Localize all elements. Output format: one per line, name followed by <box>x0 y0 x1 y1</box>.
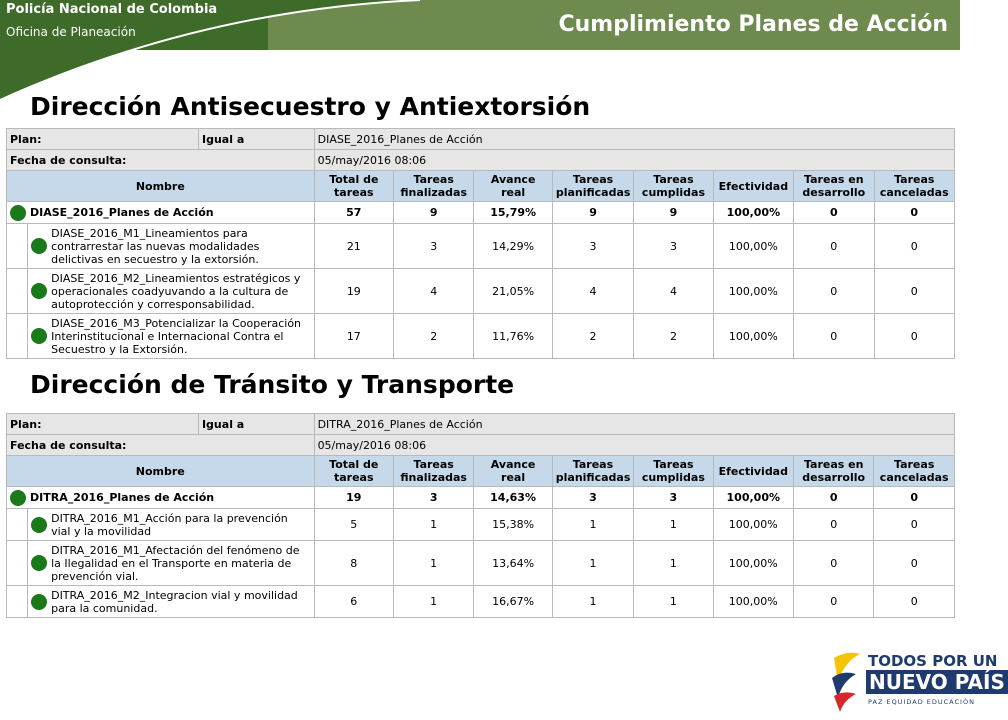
status-dot-icon <box>31 594 47 610</box>
cell-canceladas: 0 <box>874 224 954 269</box>
cell-total: 5 <box>314 509 393 541</box>
cell-finalizadas: 3 <box>393 487 473 509</box>
cell-total: 19 <box>314 487 393 509</box>
cell-avance: 21,05% <box>474 269 552 314</box>
cell-desarrollo: 0 <box>793 586 873 618</box>
cell-planificadas: 1 <box>552 541 633 586</box>
cell-total: 17 <box>314 314 393 359</box>
cell-avance: 15,79% <box>474 202 552 224</box>
cell-cumplidas: 3 <box>634 224 713 269</box>
status-dot-icon <box>10 490 26 506</box>
cell-desarrollo: 0 <box>794 224 874 269</box>
cell-cumplidas: 1 <box>634 541 713 586</box>
col-header-nombre[interactable]: Nombre <box>7 456 315 487</box>
date-value: 05/may/2016 08:06 <box>314 150 954 171</box>
col-header-cumplidas[interactable]: Tareas cumplidas <box>634 456 713 487</box>
cell-efectividad: 100,00% <box>713 314 793 359</box>
cell-finalizadas: 2 <box>394 314 474 359</box>
plan-row[interactable] <box>7 202 955 224</box>
cell-canceladas: 0 <box>874 269 954 314</box>
org-name: Policía Nacional de Colombia <box>6 2 218 17</box>
column-header-row <box>7 171 955 202</box>
indent-cell <box>7 269 28 314</box>
report-table <box>6 413 955 618</box>
status-dot-icon <box>10 205 26 221</box>
cell-finalizadas: 1 <box>393 541 473 586</box>
indent-cell <box>7 541 28 586</box>
cell-cumplidas: 2 <box>634 314 713 359</box>
row-name[interactable]: DITRA_2016_M2_Integracion vial y movilidad para la comunidad. <box>51 588 298 615</box>
row-name[interactable]: DIASE_2016_M1_Lineamientos para contrarrestar las nuevas modalidades delictivas en secuestro y la extorsión. <box>51 226 260 266</box>
logo-line1: TODOS POR UN <box>868 652 998 670</box>
row-name[interactable]: DITRA_2016_M1_Acción para la prevención vial y la movilidad <box>51 511 288 538</box>
cell-desarrollo: 0 <box>793 541 873 586</box>
cell-canceladas: 0 <box>874 586 955 618</box>
cell-finalizadas: 1 <box>393 509 473 541</box>
col-header-canceladas[interactable]: Tareas canceladas <box>874 456 955 487</box>
table-row[interactable] <box>7 224 955 269</box>
cell-total: 57 <box>314 202 393 224</box>
col-header-avance[interactable]: Avance real <box>474 171 552 202</box>
cell-avance: 15,38% <box>474 509 552 541</box>
cell-total: 8 <box>314 541 393 586</box>
cell-cumplidas: 1 <box>634 586 713 618</box>
cell-canceladas: 0 <box>874 541 955 586</box>
cell-planificadas: 3 <box>552 224 633 269</box>
cell-cumplidas: 1 <box>634 509 713 541</box>
cell-planificadas: 3 <box>552 487 633 509</box>
row-name[interactable]: DIASE_2016_M2_Lineamientos estratégicos y operacionales coadyuvando a la cultura de autoprotección y corresponsabilidad. <box>51 271 301 311</box>
row-name[interactable]: DITRA_2016_M1_Afectación del fenómeno de la Ilegalidad en el Transporte en materia de prevención vial. <box>51 543 300 583</box>
table-row[interactable] <box>7 269 955 314</box>
table-row[interactable] <box>7 314 955 359</box>
cell-planificadas: 9 <box>552 202 633 224</box>
cell-avance: 11,76% <box>474 314 552 359</box>
cell-finalizadas: 4 <box>394 269 474 314</box>
col-header-canceladas[interactable]: Tareas canceladas <box>874 171 954 202</box>
cell-efectividad: 100,00% <box>713 586 793 618</box>
col-header-planificadas[interactable]: Tareas planificadas <box>552 171 633 202</box>
cell-desarrollo: 0 <box>794 202 874 224</box>
section-title: Dirección Antisecuestro y Antiextorsión <box>30 92 591 121</box>
cell-efectividad: 100,00% <box>713 487 793 509</box>
date-value: 05/may/2016 08:06 <box>314 435 954 456</box>
plan-label: Plan: <box>7 129 199 150</box>
indent-cell <box>7 224 28 269</box>
org-unit: Oficina de Planeación <box>6 25 136 39</box>
date-label: Fecha de consulta: <box>7 150 315 171</box>
logo-line3: PAZ EQUIDAD EDUCACIÓN <box>868 698 975 706</box>
status-dot-icon <box>31 328 47 344</box>
flag-swoosh-icon <box>826 648 866 714</box>
report-table <box>6 128 955 359</box>
indent-cell <box>7 314 28 359</box>
plan-value: DITRA_2016_Planes de Acción <box>314 414 954 435</box>
cell-desarrollo: 0 <box>794 269 874 314</box>
col-header-total[interactable]: Total de tareas <box>314 456 393 487</box>
status-dot-icon <box>31 283 47 299</box>
col-header-efectividad[interactable]: Efectividad <box>713 456 793 487</box>
indent-cell <box>7 586 28 618</box>
status-dot-icon <box>31 555 47 571</box>
col-header-total[interactable]: Total de tareas <box>314 171 393 202</box>
slide-title: Cumplimiento Planes de Acción <box>558 12 948 37</box>
cell-finalizadas: 3 <box>394 224 474 269</box>
cell-avance: 16,67% <box>474 586 552 618</box>
plan-row[interactable] <box>7 487 955 509</box>
cell-finalizadas: 9 <box>394 202 474 224</box>
cell-cumplidas: 3 <box>634 487 713 509</box>
table-row[interactable] <box>7 586 955 618</box>
cell-efectividad: 100,00% <box>713 541 793 586</box>
col-header-desarrollo[interactable]: Tareas en desarrollo <box>793 456 873 487</box>
cell-desarrollo: 0 <box>793 487 873 509</box>
cell-efectividad: 100,00% <box>713 224 793 269</box>
cell-finalizadas: 1 <box>393 586 473 618</box>
cell-desarrollo: 0 <box>794 314 874 359</box>
plan-label: Plan: <box>7 414 199 435</box>
date-label: Fecha de consulta: <box>7 435 315 456</box>
section-title: Dirección de Tránsito y Transporte <box>30 370 515 399</box>
cell-canceladas: 0 <box>874 314 954 359</box>
column-header-row <box>7 456 955 487</box>
col-header-finalizadas[interactable]: Tareas finalizadas <box>394 171 474 202</box>
indent-cell <box>7 509 28 541</box>
cell-total: 19 <box>314 269 393 314</box>
col-header-efectividad[interactable]: Efectividad <box>713 171 793 202</box>
plan-value: DIASE_2016_Planes de Acción <box>314 129 954 150</box>
col-header-nombre[interactable]: Nombre <box>7 171 315 202</box>
cell-total: 21 <box>314 224 393 269</box>
cell-canceladas: 0 <box>874 202 954 224</box>
row-name[interactable]: DIASE_2016_M3_Potencializar la Cooperación Interinstitucional e Internacional Contra el Secuestro y la Extorsión. <box>51 316 302 356</box>
cell-avance: 14,29% <box>474 224 552 269</box>
col-header-avance[interactable]: Avance real <box>474 456 552 487</box>
cell-desarrollo: 0 <box>793 509 873 541</box>
operator-label: Igual a <box>198 414 314 435</box>
cell-efectividad: 100,00% <box>713 202 793 224</box>
cell-avance: 14,63% <box>474 487 552 509</box>
col-header-desarrollo[interactable]: Tareas en desarrollo <box>794 171 874 202</box>
cell-efectividad: 100,00% <box>713 269 793 314</box>
cell-planificadas: 4 <box>552 269 633 314</box>
government-logo <box>826 648 1005 714</box>
cell-planificadas: 1 <box>552 509 633 541</box>
plan-name[interactable]: DITRA_2016_Planes de Acción <box>30 491 215 504</box>
cell-canceladas: 0 <box>874 509 955 541</box>
cell-cumplidas: 9 <box>634 202 713 224</box>
table-row[interactable] <box>7 509 955 541</box>
cell-total: 6 <box>314 586 393 618</box>
cell-planificadas: 1 <box>552 586 633 618</box>
cell-planificadas: 2 <box>552 314 633 359</box>
col-header-cumplidas[interactable]: Tareas cumplidas <box>634 171 713 202</box>
plan-name[interactable]: DIASE_2016_Planes de Acción <box>30 206 214 219</box>
operator-label: Igual a <box>199 129 315 150</box>
status-dot-icon <box>31 517 47 533</box>
col-header-finalizadas[interactable]: Tareas finalizadas <box>393 456 473 487</box>
cell-canceladas: 0 <box>874 487 955 509</box>
cell-efectividad: 100,00% <box>713 509 793 541</box>
logo-line2: NUEVO PAÍS <box>866 670 1008 694</box>
col-header-planificadas[interactable]: Tareas planificadas <box>552 456 633 487</box>
cell-avance: 13,64% <box>474 541 552 586</box>
cell-cumplidas: 4 <box>634 269 713 314</box>
status-dot-icon <box>31 238 47 254</box>
table-row[interactable] <box>7 541 955 586</box>
